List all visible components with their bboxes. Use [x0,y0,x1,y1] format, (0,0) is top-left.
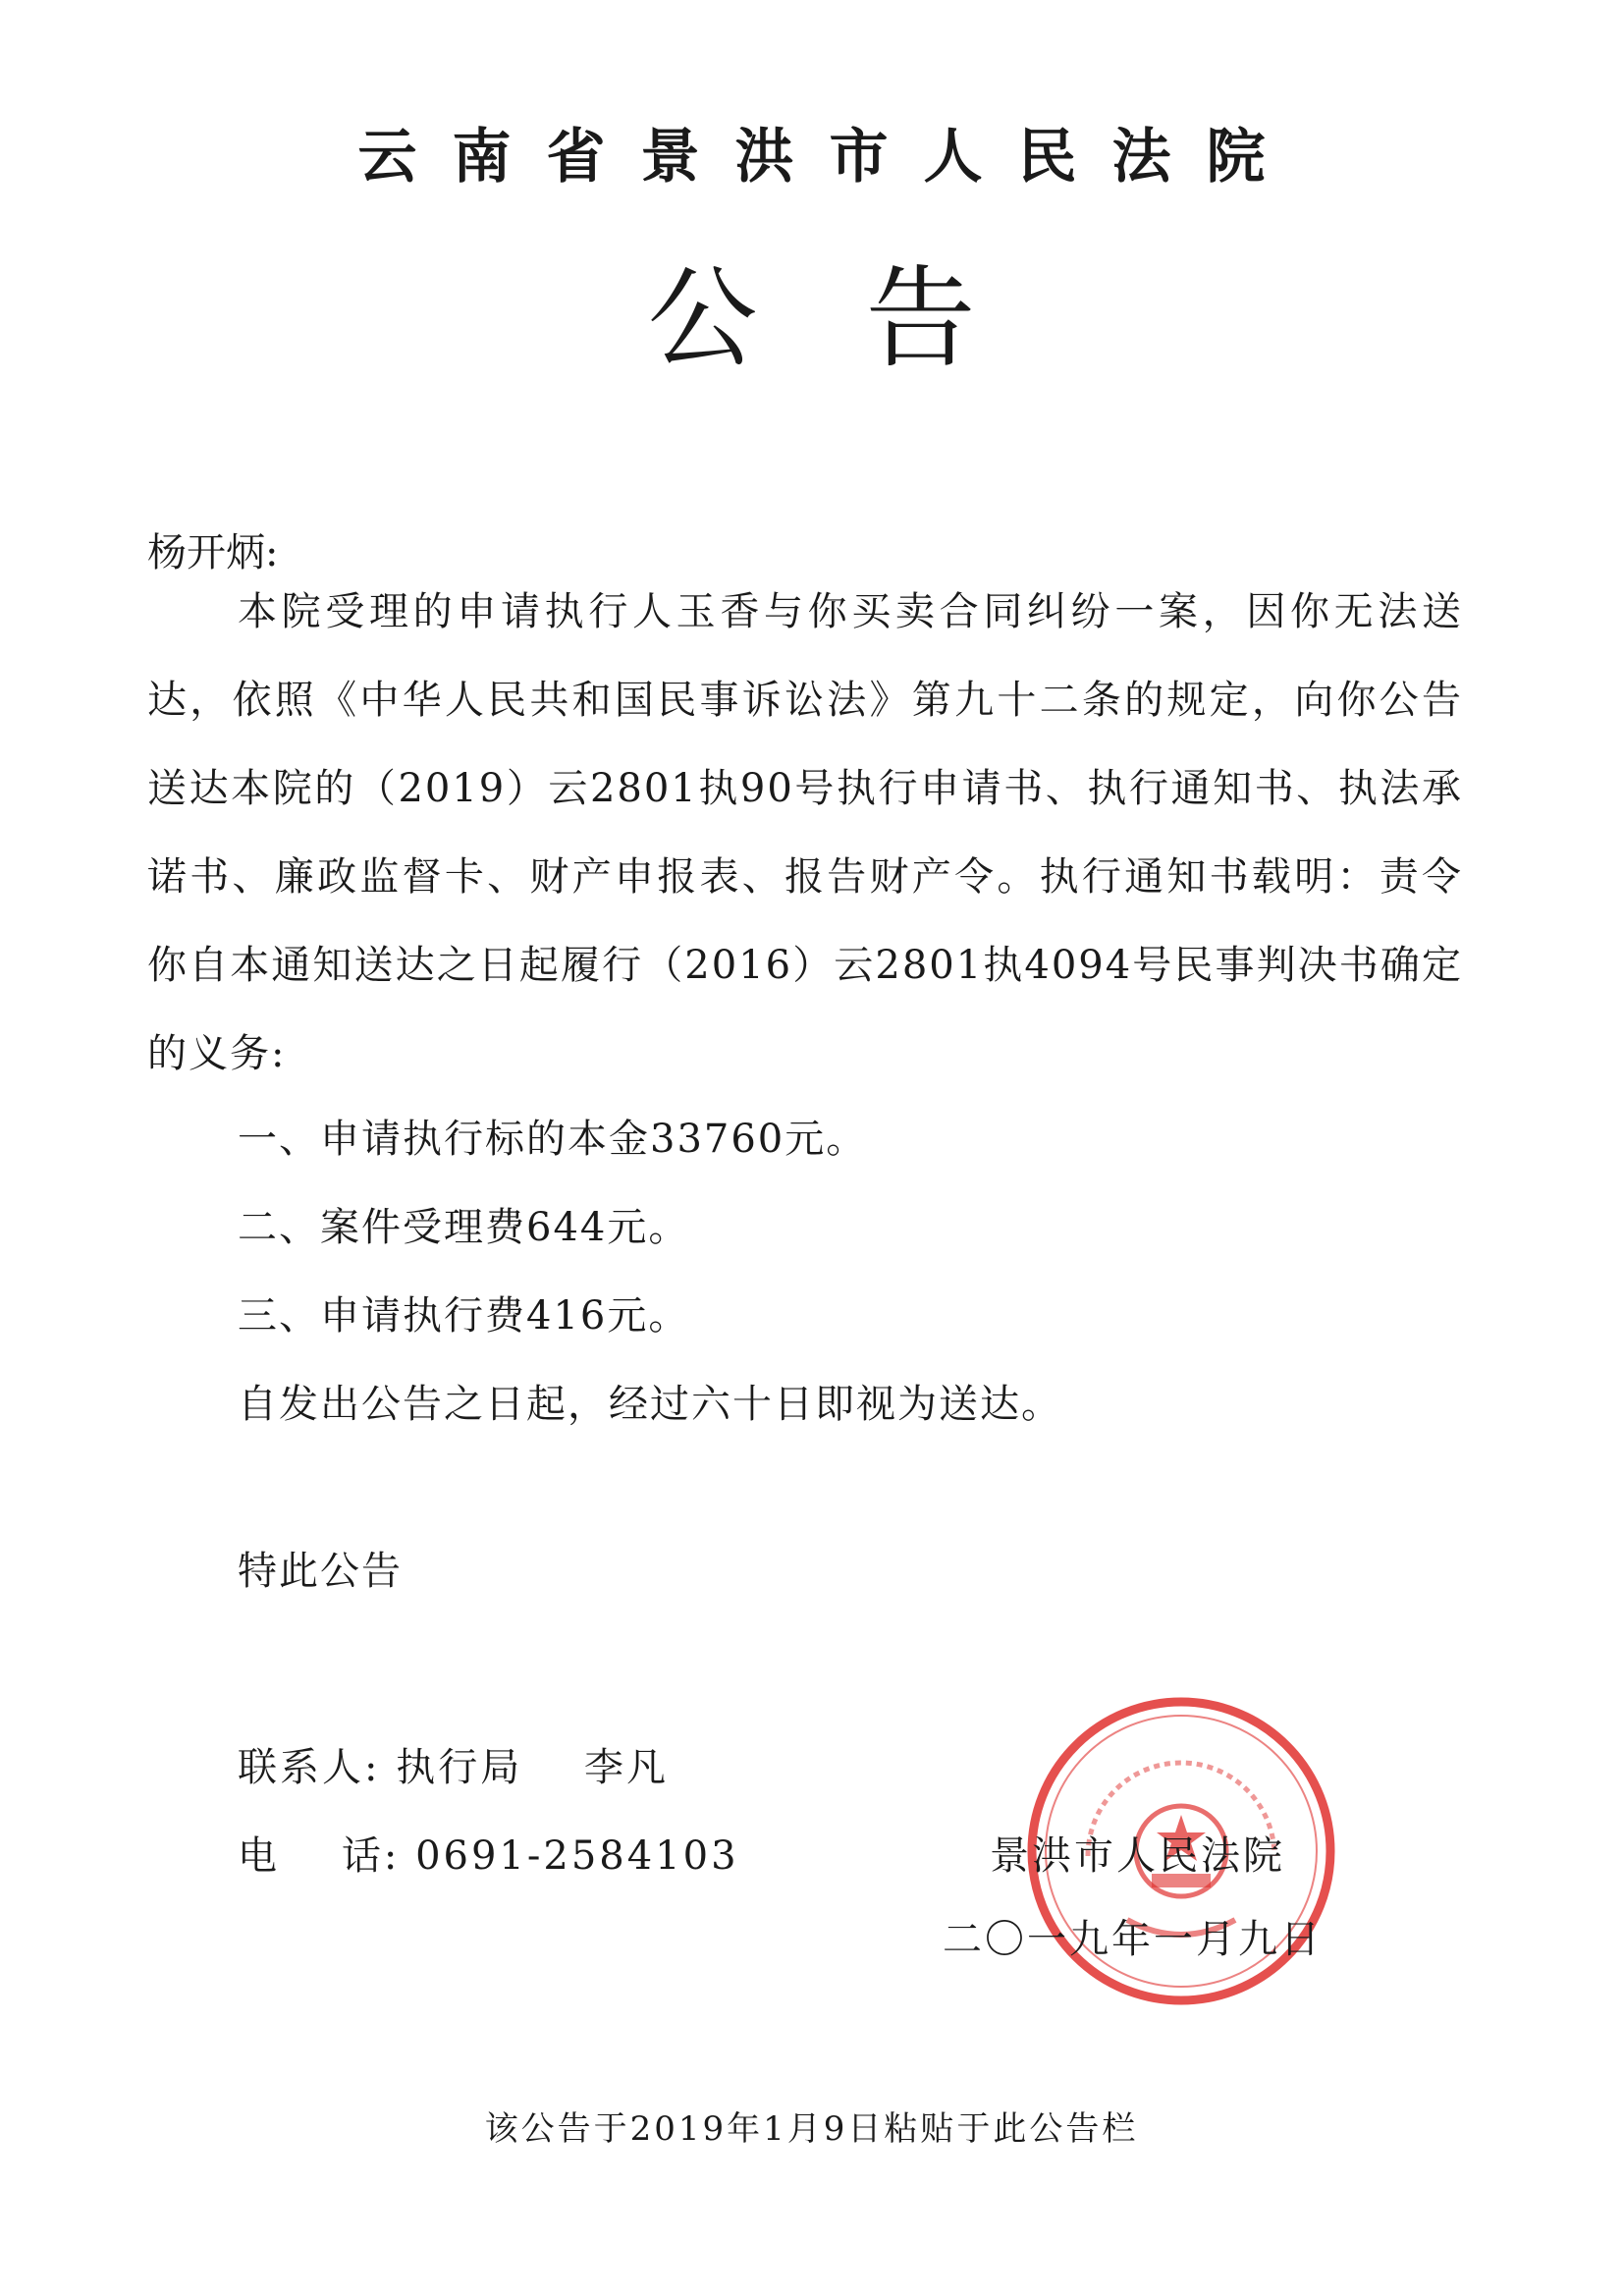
contact-phone-label: 电 话: [238,1833,401,1879]
document-title: 公告 [647,255,1084,383]
obligation-item-1: 一、申请执行标的本金33760元。 [238,1117,868,1162]
contact-person-label: 联系人: [238,1745,381,1790]
contact-person-value: 执行局 李凡 [396,1745,670,1790]
obligation-item-2: 二、案件受理费644元。 [238,1205,690,1250]
addressee: 杨开炳: [147,530,279,575]
contact-phone-row [238,1827,739,1886]
contact-phone-value: 0691-2584103 [415,1833,739,1879]
service-closing-line: 自发出公告之日起，经过六十日即视为送达。 [238,1382,1062,1427]
signing-court: 景洪市人民法院 [990,1833,1285,1879]
special-notice: 特此公告 [238,1549,403,1594]
court-name: 云南省景洪市人民法院 [357,123,1301,191]
contact-person-row [238,1738,669,1797]
obligation-item-3: 三、申请执行费416元。 [238,1293,690,1339]
signing-date: 二〇一九年一月九日 [943,1917,1323,1962]
posting-note: 该公告于2019年1月9日粘贴于此公告栏 [484,2109,1139,2149]
notice-paragraph: 本院受理的申请执行人玉香与你买卖合同纠纷一案，因你无法送达，依照《中华人民共和国民事诉讼法》第九十二条的规定，向你公告送达本院的（2019）云2801执90号执行申请书、执行通知书、执法承诺书、廉政监督卡、财产申报表、报告财产令。执行通知书载明：责令你自本通知送达之日起履行（2016）云2801执4094号民事判决书确定的义务: [147,589,1463,1076]
